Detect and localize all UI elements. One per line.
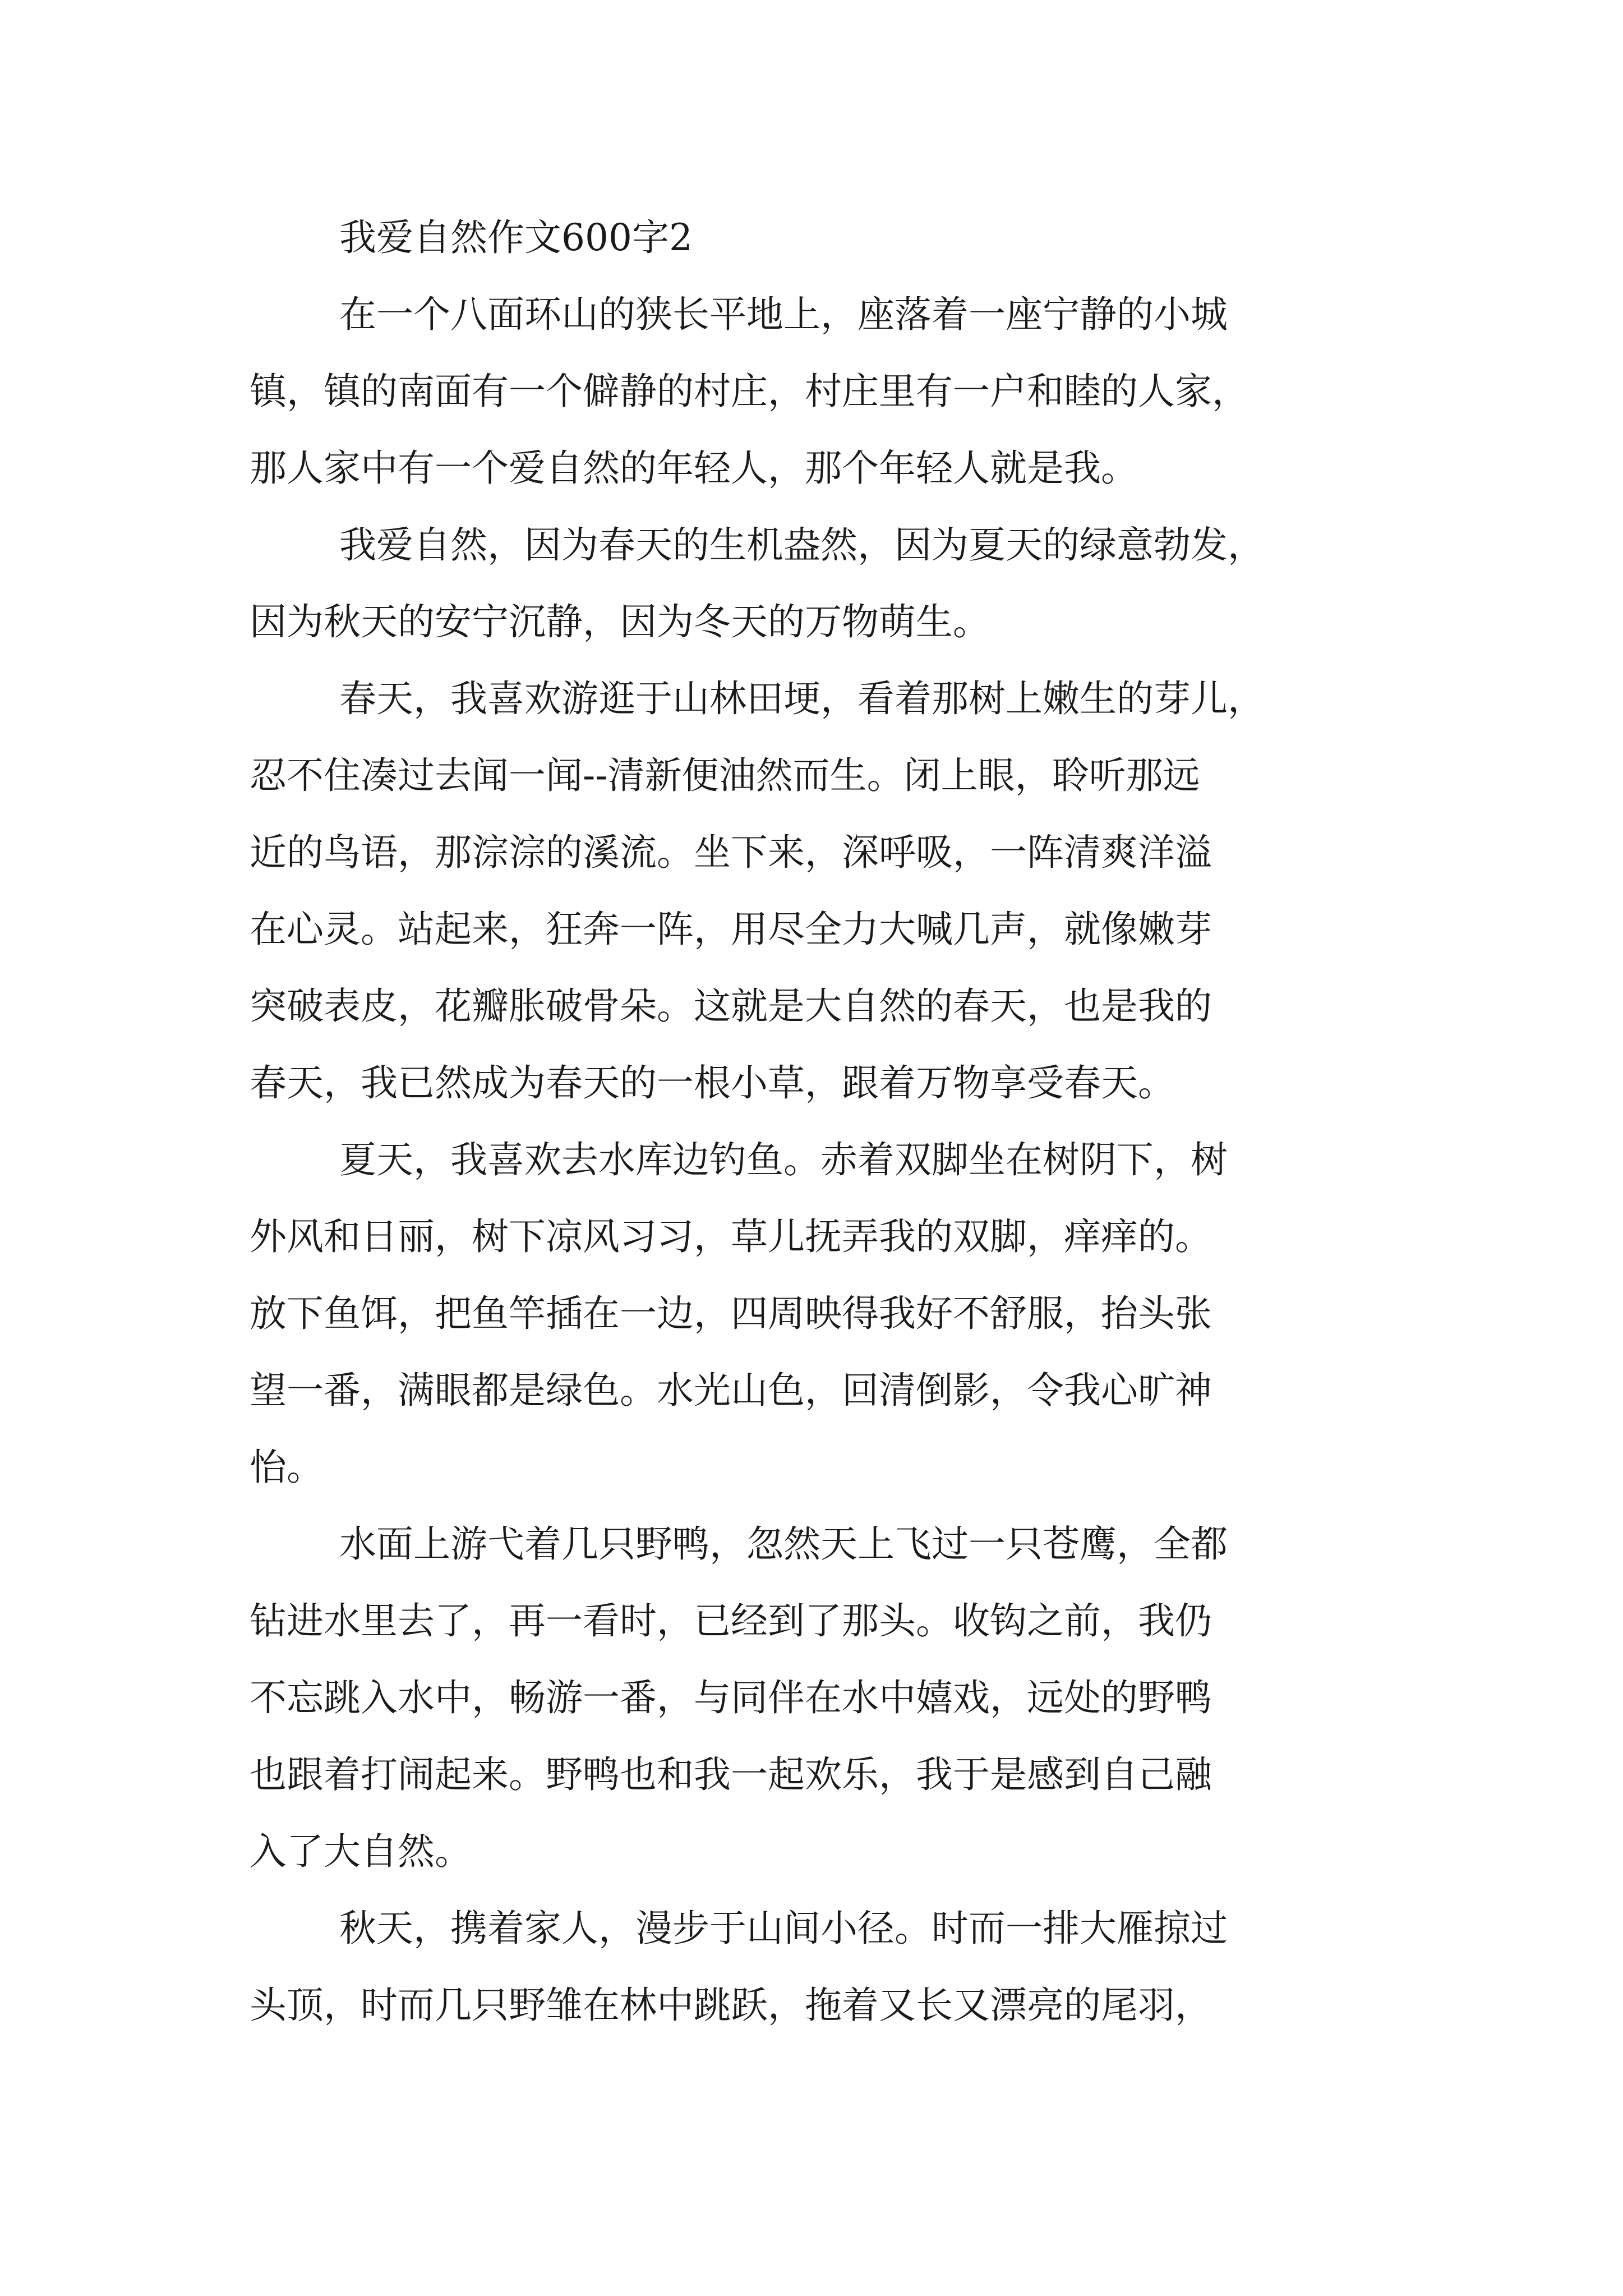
paragraph-line: 怡。 xyxy=(250,1446,324,1489)
paragraph-line: 头顶，时而几只野雏在林中跳跃，拖着又长又漂亮的尾羽， xyxy=(250,1984,1212,2027)
paragraph-line: 春天，我喜欢游逛于山林田埂，看着那树上嫩生的芽儿， xyxy=(339,677,1265,720)
paragraph-line: 钻进水里去了，再一看时，已经到了那头。收钩之前，我仍 xyxy=(250,1599,1212,1642)
paragraph-line: 突破表皮，花瓣胀破骨朵。这就是大自然的春天，也是我的 xyxy=(250,984,1212,1028)
paragraph-line: 望一番，满眼都是绿色。水光山色，回清倒影，令我心旷神 xyxy=(250,1369,1212,1412)
paragraph-line: 放下鱼饵，把鱼竿插在一边，四周映得我好不舒服，抬头张 xyxy=(250,1292,1212,1335)
essay-body xyxy=(250,199,1394,2044)
paragraph-line: 在一个八面环山的狭长平地上，座落着一座宁静的小城 xyxy=(339,293,1228,336)
paragraph-line: 在心灵。站起来，狂奔一阵，用尽全力大喊几声，就像嫩芽 xyxy=(250,908,1212,951)
document-title: 我爱自然作文600字2 xyxy=(339,216,693,259)
paragraph-3 xyxy=(250,660,1394,1121)
paragraph-line: 也跟着打闹起来。野鸭也和我一起欢乐，我于是感到自己融 xyxy=(250,1753,1212,1796)
paragraph-1 xyxy=(250,276,1394,507)
paragraph-line: 外风和日丽，树下凉风习习，草儿抚弄我的双脚，痒痒的。 xyxy=(250,1215,1212,1258)
paragraph-line: 秋天，携着家人，漫步于山间小径。时而一排大雁掠过 xyxy=(339,1907,1228,1950)
paragraph-line: 春天，我已然成为春天的一根小草，跟着万物享受春天。 xyxy=(250,1061,1175,1105)
paragraph-line: 水面上游弋着几只野鸭，忽然天上飞过一只苍鹰，全都 xyxy=(339,1522,1228,1566)
paragraph-line: 因为秋天的安宁沉静，因为冬天的万物萌生。 xyxy=(250,600,990,643)
paragraph-6 xyxy=(250,1890,1394,2044)
paragraph-line: 不忘跳入水中，畅游一番，与同伴在水中嬉戏，远处的野鸭 xyxy=(250,1676,1212,1719)
paragraph-line: 那人家中有一个爱自然的年轻人，那个年轻人就是我。 xyxy=(250,447,1138,490)
paragraph-line: 我爱自然，因为春天的生机盎然，因为夏天的绿意勃发， xyxy=(339,523,1265,567)
paragraph-line: 镇，镇的南面有一个僻静的村庄，村庄里有一户和睦的人家， xyxy=(250,370,1249,413)
paragraph-line: 近的鸟语，那淙淙的溪流。坐下来，深呼吸，一阵清爽洋溢 xyxy=(250,831,1212,874)
paragraph-line: 夏天，我喜欢去水库边钓鱼。赤着双脚坐在树阴下，树 xyxy=(339,1138,1228,1181)
paragraph-line: 忍不住凑过去闻一闻--清新便油然而生。闭上眼，聆听那远 xyxy=(250,754,1200,797)
paragraph-line: 入了大自然。 xyxy=(250,1830,472,1873)
paragraph-5 xyxy=(250,1506,1394,1890)
paragraph-2 xyxy=(250,507,1394,660)
paragraph-4 xyxy=(250,1121,1394,1506)
